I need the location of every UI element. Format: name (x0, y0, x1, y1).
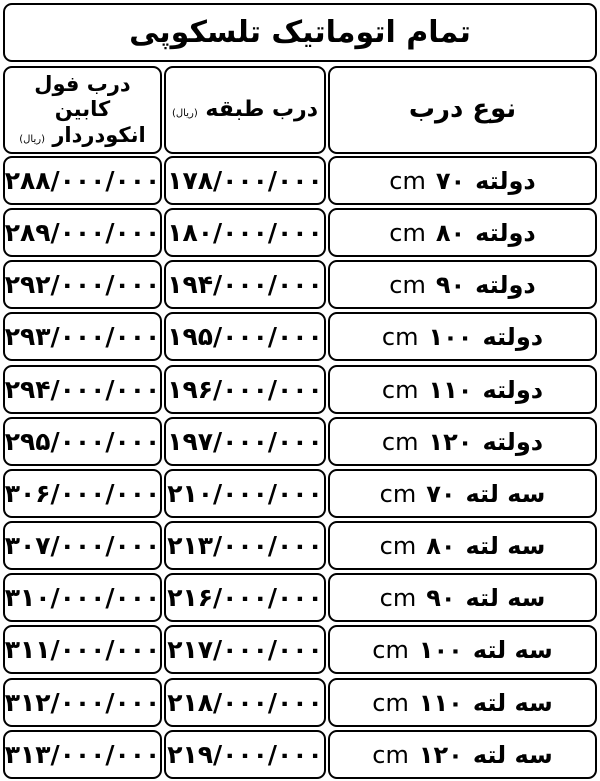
header-landing-unit: (ریال) (172, 107, 198, 119)
row-landing-price (164, 678, 326, 727)
title-text: تمام اتوماتیک تلسکوپی (129, 15, 471, 50)
cabin-price-value: ۲۸۸/۰۰۰/۰۰۰ (4, 166, 161, 195)
cabin-price-value: ۳۰۶/۰۰۰/۰۰۰ (4, 479, 161, 508)
row-type-cell (328, 260, 597, 309)
row-cabin-price (3, 469, 162, 518)
row-cabin-price (3, 573, 162, 622)
cabin-price-value: ۲۹۲/۰۰۰/۰۰۰ (4, 270, 161, 299)
row-landing-price (164, 260, 326, 309)
row-kind: دولته (475, 218, 536, 247)
landing-price-value: ۲۱۹/۰۰۰/۰۰۰ (167, 740, 323, 769)
cabin-price-value: ۳۰۷/۰۰۰/۰۰۰ (4, 531, 161, 560)
row-kind: دولته (482, 427, 544, 456)
row-type-cell (328, 625, 597, 674)
row-unit: cm (381, 427, 419, 456)
row-size: ۱۲۰ (428, 427, 473, 456)
row-kind: سه لته (472, 635, 553, 664)
row-landing-price (164, 469, 326, 518)
row-size: ۱۲۰ (418, 740, 463, 769)
cabin-price-value: ۲۹۴/۰۰۰/۰۰۰ (4, 375, 161, 404)
row-cabin-price (3, 730, 162, 779)
cabin-price-value: ۳۱۱/۰۰۰/۰۰۰ (4, 635, 161, 664)
row-landing-price (164, 625, 326, 674)
row-landing-price (164, 730, 326, 779)
header-cabin-line2: انکودردار (52, 122, 146, 147)
header-type-label: نوع درب (408, 94, 517, 125)
row-size: ۱۱۰ (418, 688, 463, 717)
landing-price-value: ۱۹۷/۰۰۰/۰۰۰ (167, 427, 323, 456)
row-kind: دولته (475, 166, 536, 195)
row-landing-price (164, 417, 326, 466)
row-unit: cm (372, 635, 409, 664)
row-kind: سه لته (472, 740, 553, 769)
row-cabin-price (3, 521, 162, 570)
row-kind: سه لته (465, 479, 546, 508)
row-type-cell (328, 730, 597, 779)
row-kind: دولته (482, 375, 544, 404)
row-type-cell (328, 365, 597, 414)
row-size: ۸۰ (426, 531, 456, 560)
row-cabin-price (3, 156, 162, 205)
header-landing-label: درب طبقه (205, 96, 319, 122)
row-cabin-price (3, 260, 162, 309)
page-title (3, 3, 597, 62)
row-kind: سه لته (472, 688, 553, 717)
row-landing-price (164, 573, 326, 622)
row-type-cell (328, 573, 597, 622)
row-cabin-price (3, 208, 162, 257)
landing-price-value: ۲۱۸/۰۰۰/۰۰۰ (167, 688, 323, 717)
cabin-price-value: ۳۱۰/۰۰۰/۰۰۰ (4, 583, 161, 612)
row-landing-price (164, 365, 326, 414)
landing-price-value: ۱۸۰/۰۰۰/۰۰۰ (167, 218, 323, 247)
row-kind: سه لته (465, 531, 546, 560)
row-kind: دولته (482, 322, 544, 351)
row-cabin-price (3, 625, 162, 674)
row-kind: سه لته (465, 583, 546, 612)
row-unit: cm (381, 375, 419, 404)
header-type (328, 66, 597, 154)
row-unit: cm (389, 218, 426, 247)
landing-price-value: ۲۱۷/۰۰۰/۰۰۰ (167, 635, 323, 664)
cabin-price-value: ۲۹۳/۰۰۰/۰۰۰ (4, 322, 161, 351)
row-unit: cm (381, 322, 419, 351)
row-type-cell (328, 312, 597, 361)
landing-price-value: ۲۱۳/۰۰۰/۰۰۰ (167, 531, 323, 560)
row-cabin-price (3, 312, 162, 361)
row-landing-price (164, 312, 326, 361)
row-unit: cm (372, 688, 409, 717)
header-cabin (3, 66, 162, 154)
header-cabin-line1: درب فول کابین (34, 72, 131, 122)
row-cabin-price (3, 365, 162, 414)
row-unit: cm (379, 531, 417, 560)
row-unit: cm (372, 740, 409, 769)
row-type-cell (328, 156, 597, 205)
row-unit: cm (379, 479, 417, 508)
landing-price-value: ۱۹۶/۰۰۰/۰۰۰ (167, 375, 323, 404)
cabin-price-value: ۳۱۳/۰۰۰/۰۰۰ (4, 740, 161, 769)
row-size: ۸۰ (435, 218, 466, 247)
cabin-price-value: ۳۱۲/۰۰۰/۰۰۰ (4, 688, 161, 717)
row-size: ۱۰۰ (428, 322, 473, 351)
row-size: ۹۰ (426, 583, 456, 612)
row-size: ۹۰ (435, 270, 466, 299)
row-type-cell (328, 208, 597, 257)
row-size: ۱۰۰ (418, 635, 463, 664)
header-landing (164, 66, 326, 154)
row-cabin-price (3, 678, 162, 727)
row-size: ۷۰ (435, 166, 466, 195)
landing-price-value: ۱۹۴/۰۰۰/۰۰۰ (167, 270, 323, 299)
header-cabin-unit: (ریال) (19, 133, 45, 145)
row-type-cell (328, 521, 597, 570)
row-type-cell (328, 678, 597, 727)
landing-price-value: ۲۱۰/۰۰۰/۰۰۰ (167, 479, 323, 508)
landing-price-value: ۲۱۶/۰۰۰/۰۰۰ (167, 583, 323, 612)
row-kind: دولته (475, 270, 536, 299)
cabin-price-value: ۲۸۹/۰۰۰/۰۰۰ (4, 218, 161, 247)
row-size: ۱۱۰ (428, 375, 473, 404)
row-landing-price (164, 156, 326, 205)
row-cabin-price (3, 417, 162, 466)
row-size: ۷۰ (426, 479, 456, 508)
landing-price-value: ۱۹۵/۰۰۰/۰۰۰ (167, 322, 323, 351)
row-landing-price (164, 521, 326, 570)
row-type-cell (328, 417, 597, 466)
landing-price-value: ۱۷۸/۰۰۰/۰۰۰ (167, 166, 323, 195)
cabin-price-value: ۲۹۵/۰۰۰/۰۰۰ (4, 427, 161, 456)
row-type-cell (328, 469, 597, 518)
row-landing-price (164, 208, 326, 257)
row-unit: cm (379, 583, 417, 612)
row-unit: cm (389, 166, 426, 195)
row-unit: cm (389, 270, 426, 299)
